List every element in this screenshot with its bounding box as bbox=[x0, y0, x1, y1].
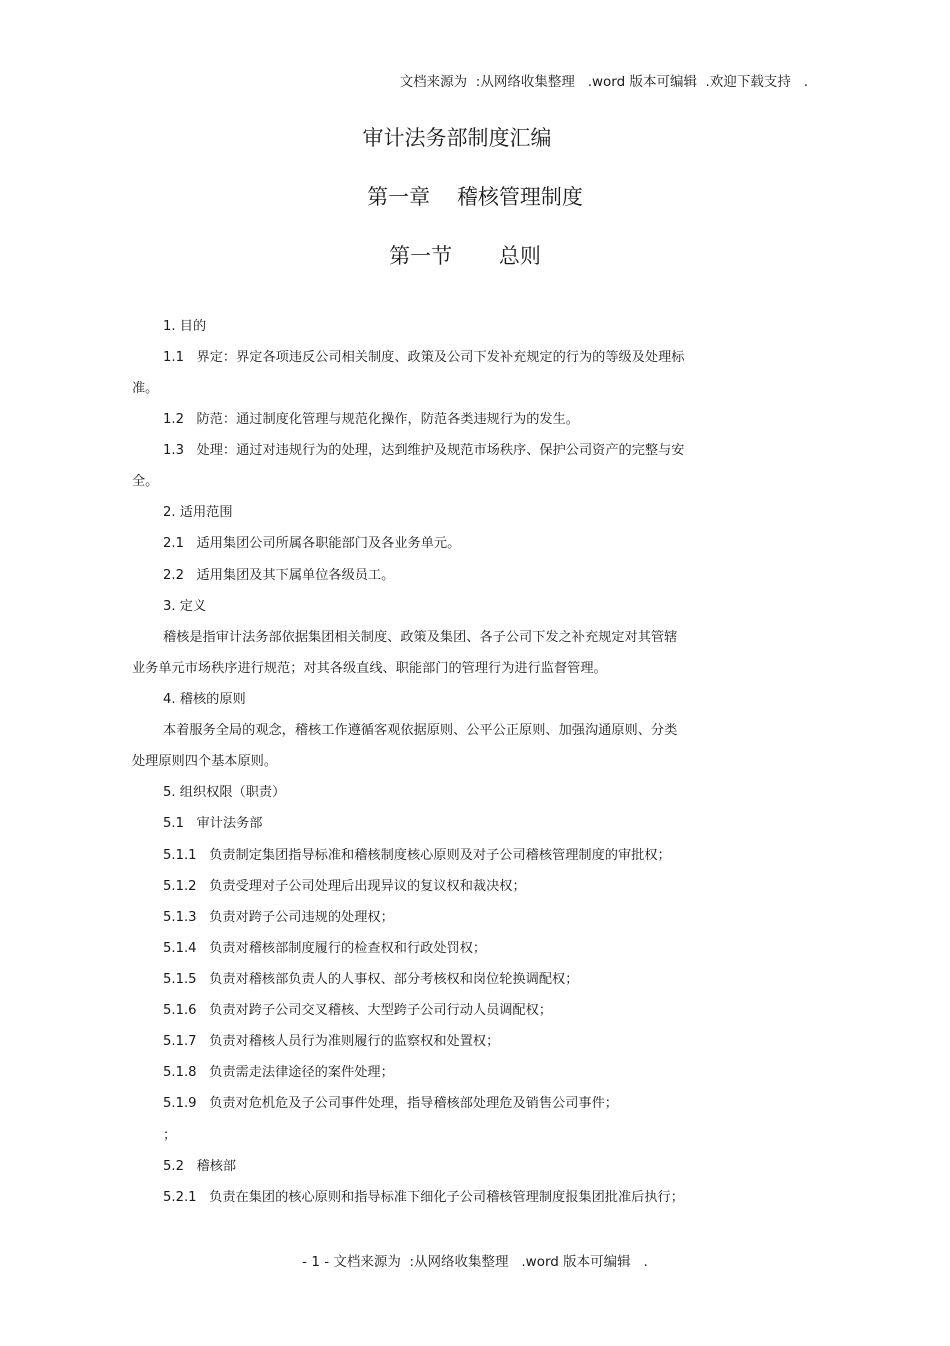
clause-5-1-1: 5.1.1 负责制定集团指导标准和稽核制度核心原则及对子公司稽核管理制度的审批权； bbox=[163, 848, 671, 863]
page-footer: - 1 - 文档来源为 :从网络收集整理 .word 版本可编辑 . bbox=[302, 1254, 648, 1270]
section-heading: 第一节 总则 bbox=[389, 244, 541, 268]
clause-5-1-7: 5.1.7 负责对稽核人员行为准则履行的监察权和处置权； bbox=[163, 1034, 500, 1049]
clause-5-1-4: 5.1.4 负责对稽核部制度履行的检查权和行政处罚权； bbox=[163, 941, 487, 956]
heading-scope: 2. 适用范围 bbox=[163, 505, 233, 520]
clause-5-1-2: 5.1.2 负责受理对子公司处理后出现异议的复议权和裁决权； bbox=[163, 879, 526, 894]
page-header: 文档来源为 :从网络收集整理 .word 版本可编辑 .欢迎下载支持 . bbox=[399, 74, 808, 90]
chapter-heading: 第一章 稽核管理制度 bbox=[367, 185, 583, 209]
clause-2-1: 2.1 适用集团公司所属各职能部门及各业务单元。 bbox=[163, 536, 461, 551]
clause-1-1-continued: 准。 bbox=[132, 381, 159, 396]
clause-5-2-1: 5.2.1 负责在集团的核心原则和指导标准下细化子公司稽核管理制度报集团批准后执行； bbox=[163, 1190, 684, 1205]
principles-text: 本着服务全局的观念，稽核工作遵循客观依据原则、公平公正原则、加强沟通原则、分类 bbox=[163, 723, 678, 738]
clause-1-1: 1.1 界定：界定各项违反公司相关制度、政策及公司下发补充规定的行为的等级及处理标 bbox=[163, 350, 685, 365]
document-title: 审计法务部制度汇编 bbox=[362, 126, 552, 150]
stray-semicolon: ； bbox=[163, 1128, 177, 1143]
principles-text-continued: 处理原则四个基本原则。 bbox=[132, 754, 278, 769]
clause-1-3: 1.3 处理：通过对违规行为的处理，达到维护及规范市场秩序、保护公司资产的完整与安 bbox=[163, 443, 685, 458]
clause-5-1-9: 5.1.9 负责对危机危及子公司事件处理，指导稽核部处理危及销售公司事件； bbox=[163, 1096, 618, 1111]
clause-5-1-8: 5.1.8 负责需走法律途径的案件处理； bbox=[163, 1065, 394, 1080]
clause-1-3-continued: 全。 bbox=[132, 474, 159, 489]
clause-5-2: 5.2 稽核部 bbox=[163, 1159, 237, 1174]
clause-2-2: 2.2 适用集团及其下属单位各级员工。 bbox=[163, 568, 395, 583]
clause-5-1-3: 5.1.3 负责对跨子公司违规的处理权； bbox=[163, 910, 394, 925]
clause-1-2: 1.2 防范：通过制度化管理与规范化操作，防范各类违规行为的发生。 bbox=[163, 412, 579, 427]
heading-definition: 3. 定义 bbox=[163, 599, 207, 614]
clause-5-1: 5.1 审计法务部 bbox=[163, 816, 263, 831]
clause-5-1-6: 5.1.6 负责对跨子公司交叉稽核、大型跨子公司行动人员调配权； bbox=[163, 1003, 553, 1018]
clause-5-1-5: 5.1.5 负责对稽核部负责人的人事权、部分考核权和岗位轮换调配权； bbox=[163, 972, 579, 987]
definition-text: 稽核是指审计法务部依据集团相关制度、政策及集团、各子公司下发之补充规定对其管辖 bbox=[163, 630, 678, 645]
heading-principles: 4. 稽核的原则 bbox=[163, 692, 246, 707]
definition-text-continued: 业务单元市场秩序进行规范；对其各级直线、职能部门的管理行为进行监督管理。 bbox=[132, 661, 607, 676]
heading-purpose: 1. 目的 bbox=[163, 319, 207, 334]
heading-authority: 5. 组织权限（职责） bbox=[163, 785, 286, 800]
